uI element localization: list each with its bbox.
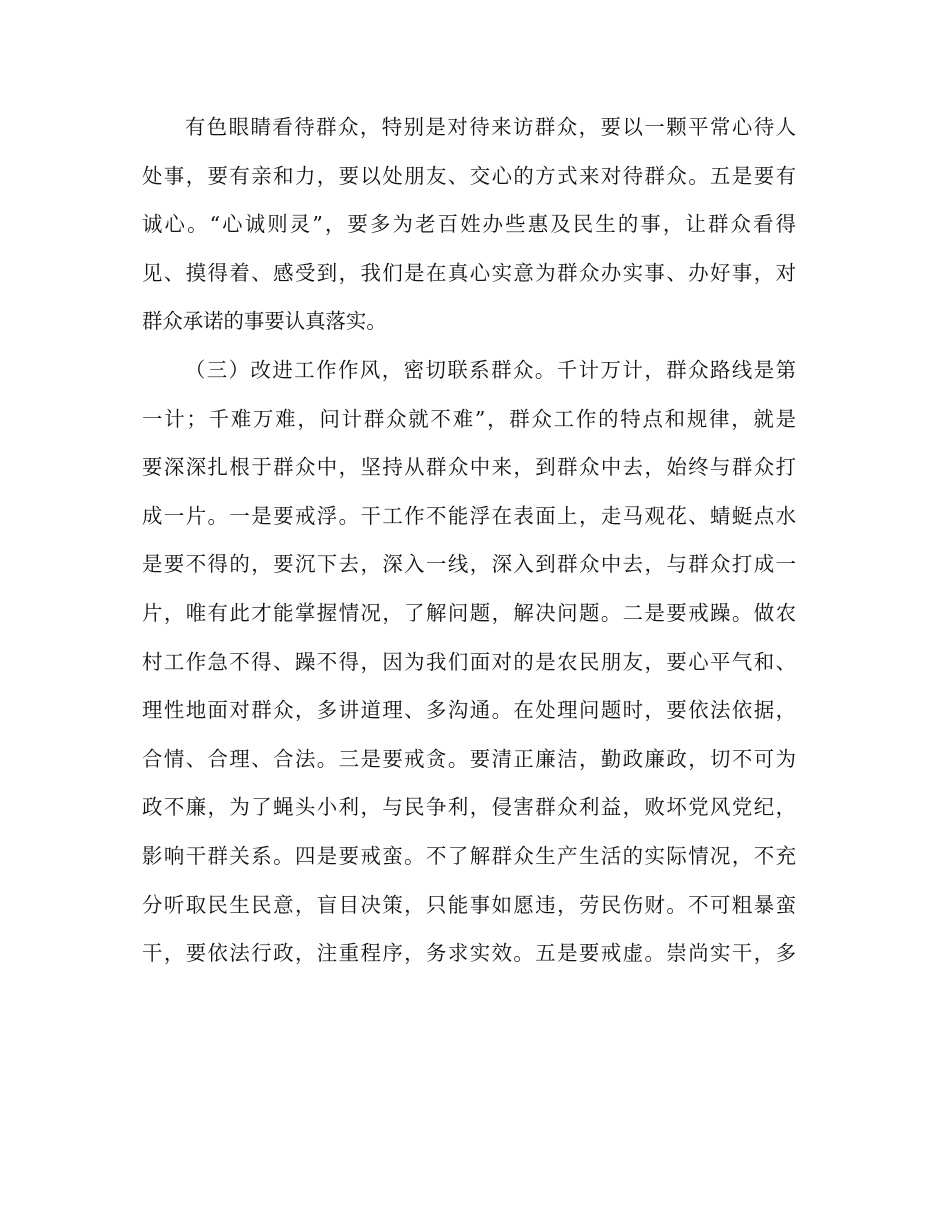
text-line: 理性地面对群众，多讲道理、多沟通。在处理问题时，要依法依据， [142, 698, 796, 723]
text-line: 干，要依法行政，注重程序，务求实效。五是要戒虚。崇尚实干，多 [142, 941, 796, 966]
text-line: 成一片。一是要戒浮。干工作不能浮在表面上，走马观花、蜻蜓点水 [142, 503, 796, 528]
text-line: 政不廉，为了蝇头小利，与民争利，侵害群众利益，败坏党风党纪， [142, 795, 796, 820]
paragraph-2 [142, 346, 796, 978]
text-line: 诚心。“心诚则灵”，要多为老百姓办些惠及民生的事，让群众看得 [142, 212, 796, 237]
text-line: 是要不得的，要沉下去，深入一线，深入到群众中去，与群众打成一 [142, 552, 796, 577]
paragraph-1 [142, 103, 796, 346]
text-line: 影响干群关系。四是要戒蛮。不了解群众生产生活的实际情况，不充 [142, 843, 796, 868]
text-line: 处事，要有亲和力，要以处朋友、交心的方式来对待群众。五是要有 [142, 163, 796, 188]
text-line: 片，唯有此才能掌握情况，了解问题，解决问题。二是要戒躁。做农 [142, 600, 796, 625]
text-line: 村工作急不得、躁不得，因为我们面对的是农民朋友，要心平气和、 [142, 649, 796, 674]
text-line: 要深深扎根于群众中，坚持从群众中来，到群众中去，始终与群众打 [142, 455, 796, 480]
text-line: 分听取民生民意，盲目决策，只能事如愿违，劳民伤财。不可粗暴蛮 [142, 892, 796, 917]
text-line: 合情、合理、合法。三是要戒贪。要清正廉洁，勤政廉政，切不可为 [142, 746, 796, 771]
body-text [142, 103, 796, 978]
text-line: 群众承诺的事要认真落实。 [142, 309, 387, 334]
text-line: 一计；千难万难，问计群众就不难”，群众工作的特点和规律，就是 [142, 406, 796, 431]
text-line: 有色眼睛看待群众，特别是对待来访群众，要以一颗平常心待人 [184, 115, 796, 139]
text-line: （三）改进工作作风，密切联系群众。千计万计，群众路线是第 [184, 357, 796, 382]
text-line: 见、摸得着、感受到，我们是在真心实意为群众办实事、办好事，对 [142, 260, 796, 285]
